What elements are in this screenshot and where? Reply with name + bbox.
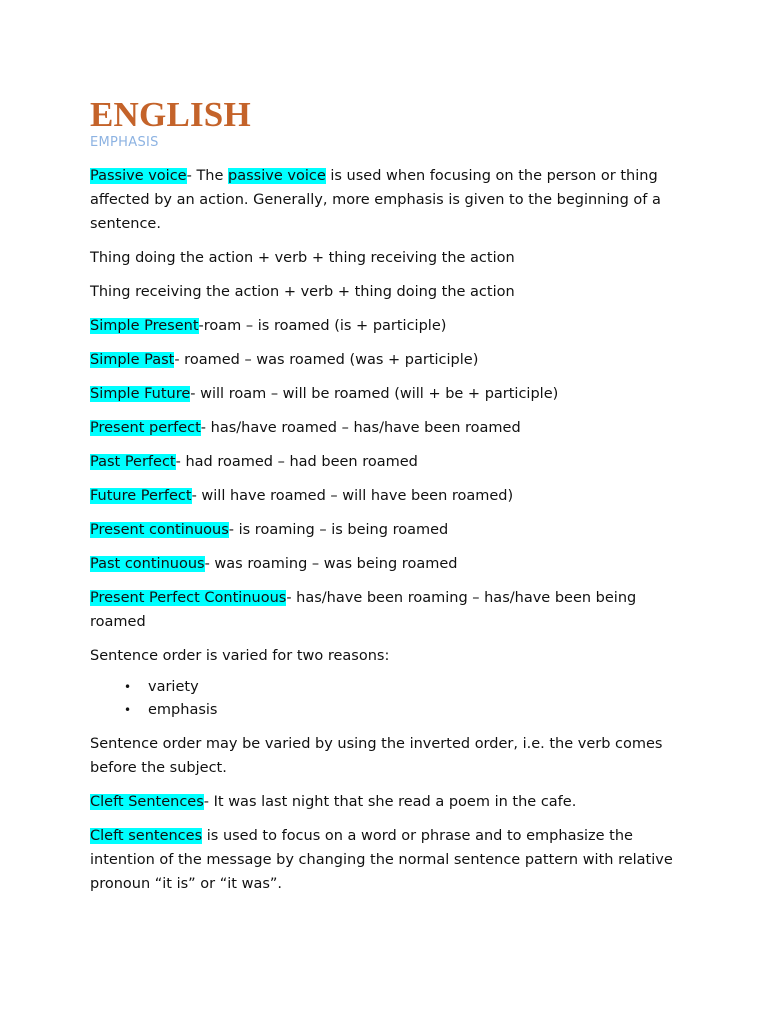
tense-line bbox=[90, 586, 690, 634]
list-item-label: variety bbox=[148, 679, 199, 695]
order-intro: Sentence order is varied for two reasons: bbox=[90, 648, 390, 664]
tense-term: Present Perfect Continuous bbox=[90, 590, 287, 606]
document-page bbox=[90, 92, 690, 906]
intro-text-1: - The bbox=[186, 168, 229, 184]
tense-term: Past Perfect bbox=[90, 454, 176, 470]
tense-line bbox=[90, 484, 690, 508]
tense-example: - had roamed – had been roamed bbox=[175, 454, 418, 470]
cleft-definition bbox=[90, 824, 690, 896]
tense-term: Simple Present bbox=[90, 318, 199, 334]
tense-example: -roam – is roamed (is + participle) bbox=[198, 318, 447, 334]
bullet-icon: • bbox=[124, 703, 132, 717]
highlighted-term: Cleft sentences bbox=[90, 828, 203, 844]
tense-line bbox=[90, 450, 690, 474]
active-structure-line: Thing doing the action + verb + thing receiving the action bbox=[90, 250, 515, 266]
tense-term: Present continuous bbox=[90, 522, 229, 538]
highlighted-term: Passive voice bbox=[90, 168, 187, 184]
highlighted-term: passive voice bbox=[228, 168, 326, 184]
bullet-icon: • bbox=[124, 680, 132, 694]
tense-example: - has/have roamed – has/have been roamed bbox=[200, 420, 521, 436]
highlighted-term: Cleft Sentences bbox=[90, 794, 204, 810]
passive-structure-line: Thing receiving the action + verb + thing doing the action bbox=[90, 284, 515, 300]
reasons-list bbox=[90, 676, 690, 722]
tense-line bbox=[90, 518, 690, 542]
tense-term: Future Perfect bbox=[90, 488, 192, 504]
tense-line bbox=[90, 382, 690, 406]
tense-example: - is roaming – is being roamed bbox=[228, 522, 449, 538]
cleft-definition-text: is used to focus on a word or phrase and to emphasize the intention of the message by changing the normal sentence pattern with relative pronoun “it is” or “it was”. bbox=[90, 828, 673, 892]
page-subtitle: EMPHASIS bbox=[90, 135, 159, 150]
tense-term: Simple Past bbox=[90, 352, 175, 368]
tense-example: - will have roamed – will have been roamed) bbox=[191, 488, 514, 504]
tense-example: - roamed – was roamed (was + participle) bbox=[174, 352, 479, 368]
page-title: ENGLISH bbox=[90, 95, 251, 134]
inverted-order-paragraph: Sentence order may be varied by using the inverted order, i.e. the verb comes before the subject. bbox=[90, 736, 663, 776]
tense-line bbox=[90, 552, 690, 576]
tense-example: - has/have been roaming – has/have been being roamed bbox=[90, 590, 637, 630]
tense-term: Past continuous bbox=[90, 556, 205, 572]
tense-term: Present perfect bbox=[90, 420, 201, 436]
intro-text-2: is used when focusing on the person or thing affected by an action. Generally, more emphasis is given to the beginning of a sentence. bbox=[90, 168, 661, 232]
tense-term: Simple Future bbox=[90, 386, 191, 402]
tense-line bbox=[90, 416, 690, 440]
intro-paragraph bbox=[90, 164, 690, 236]
list-item bbox=[124, 699, 690, 722]
tense-example: - was roaming – was being roamed bbox=[204, 556, 458, 572]
tense-line bbox=[90, 348, 690, 372]
list-item-label: emphasis bbox=[148, 702, 218, 718]
list-item bbox=[124, 676, 690, 699]
tense-example: - will roam – will be roamed (will + be + participle) bbox=[190, 386, 559, 402]
cleft-example-text: - It was last night that she read a poem in the cafe. bbox=[203, 794, 577, 810]
cleft-example bbox=[90, 790, 690, 814]
tense-line bbox=[90, 314, 690, 338]
